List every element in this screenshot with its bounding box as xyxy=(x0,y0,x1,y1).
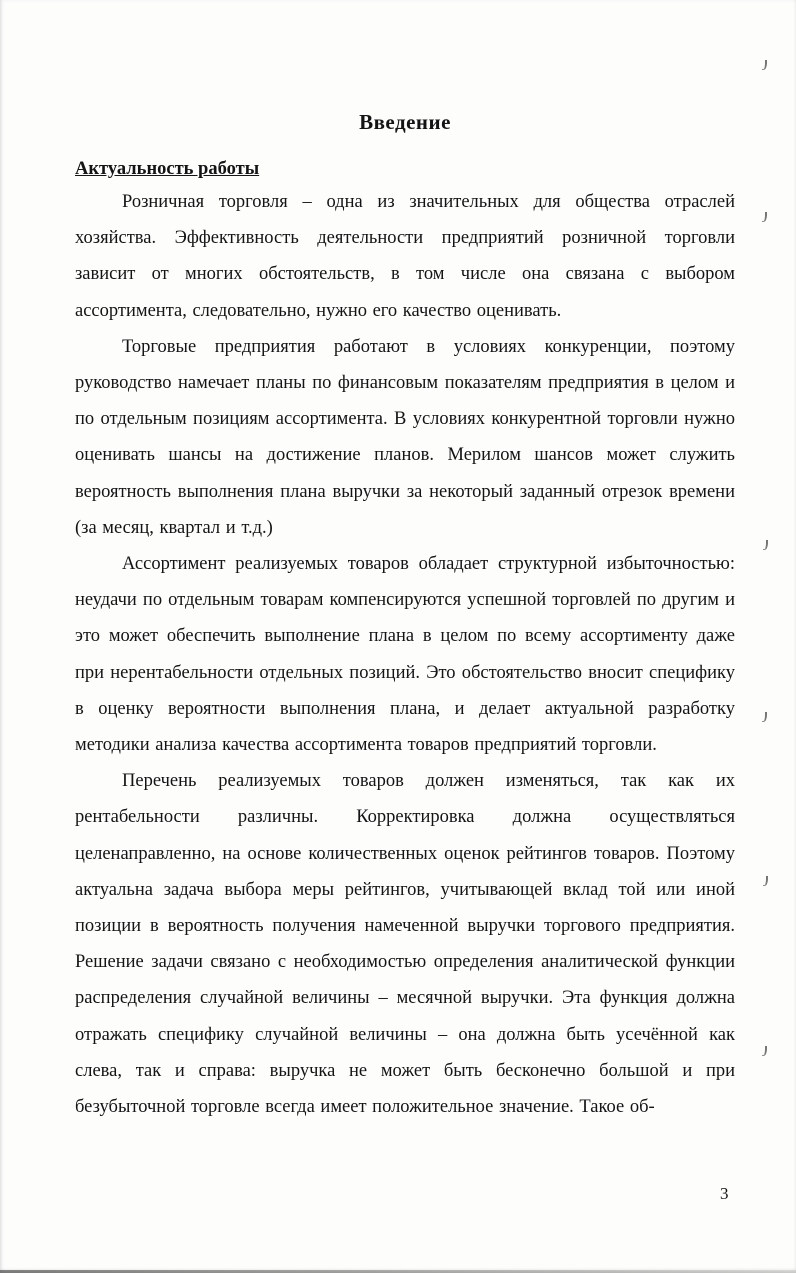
chapter-title: Введение xyxy=(359,110,451,134)
scan-artifact xyxy=(762,212,767,222)
paragraph: Розничная торговля – одна из значительных для общества отраслей хозяйства. Эффективность деятельности предприятий розничной торговли зависит от многих обстоятельств, в том числе она связана с выбором ассортимента, следовательно, нужно его качество оценивать. xyxy=(75,192,735,321)
page-number: 3 xyxy=(720,1184,729,1203)
paragraph: Ассортимент реализуемых товаров обладает структурной избыточностью: неудачи по отдельным товарам компенсируются успешной торговлей по другим и это может обеспечить выполнение плана в целом по всему ассортименту даже при нерентабельности отдельных позиций. Это обстоятельство вносит специфику в оценку вероятности выполнения плана, и делает актуальной разработку методики анализа качества ассортимента товаров предприятий торговли. xyxy=(75,554,735,756)
paragraph: Торговые предприятия работают в условиях конкуренции, поэтому руководство намечает планы по финансовым показателям предприятия в целом и по отдельным позициям ассортимента. В условиях конкурентной торговли нужно оценивать шансы на достижение планов. Мерилом шансов может служить вероятность выполнения плана выручки за некоторый заданный отрезок времени (за месяц, квартал и т.д.) xyxy=(75,336,735,538)
scan-artifact xyxy=(763,540,768,550)
section-heading: Актуальность работы xyxy=(75,159,260,179)
scan-artifact xyxy=(762,60,767,70)
text-block xyxy=(75,110,735,1125)
paragraph: Перечень реализуемых товаров должен изменяться, так как их рентабельности различны. Корректировка должна осуществляться целенаправленно, на основе количественных оценок рейтингов товаров. Поэтому актуальна задача выбора меры рейтингов, учитывающей вклад той или иной позиции в вероятность получения намеченной выручки торгового предприятия. Решение задачи связано с необходимостью определения аналитической функции распределения случайной величины – месячной выручки. Эта функция должна отражать специфику случайной величины – она должна быть усечённой как слева, так и справа: выручка не может быть бесконечно большой и при безубыточной торговле всегда имеет положительное значение. Такое об- xyxy=(75,771,735,1118)
scan-artifact xyxy=(762,712,767,722)
scan-artifact xyxy=(763,876,768,886)
scan-artifact xyxy=(762,1046,767,1056)
